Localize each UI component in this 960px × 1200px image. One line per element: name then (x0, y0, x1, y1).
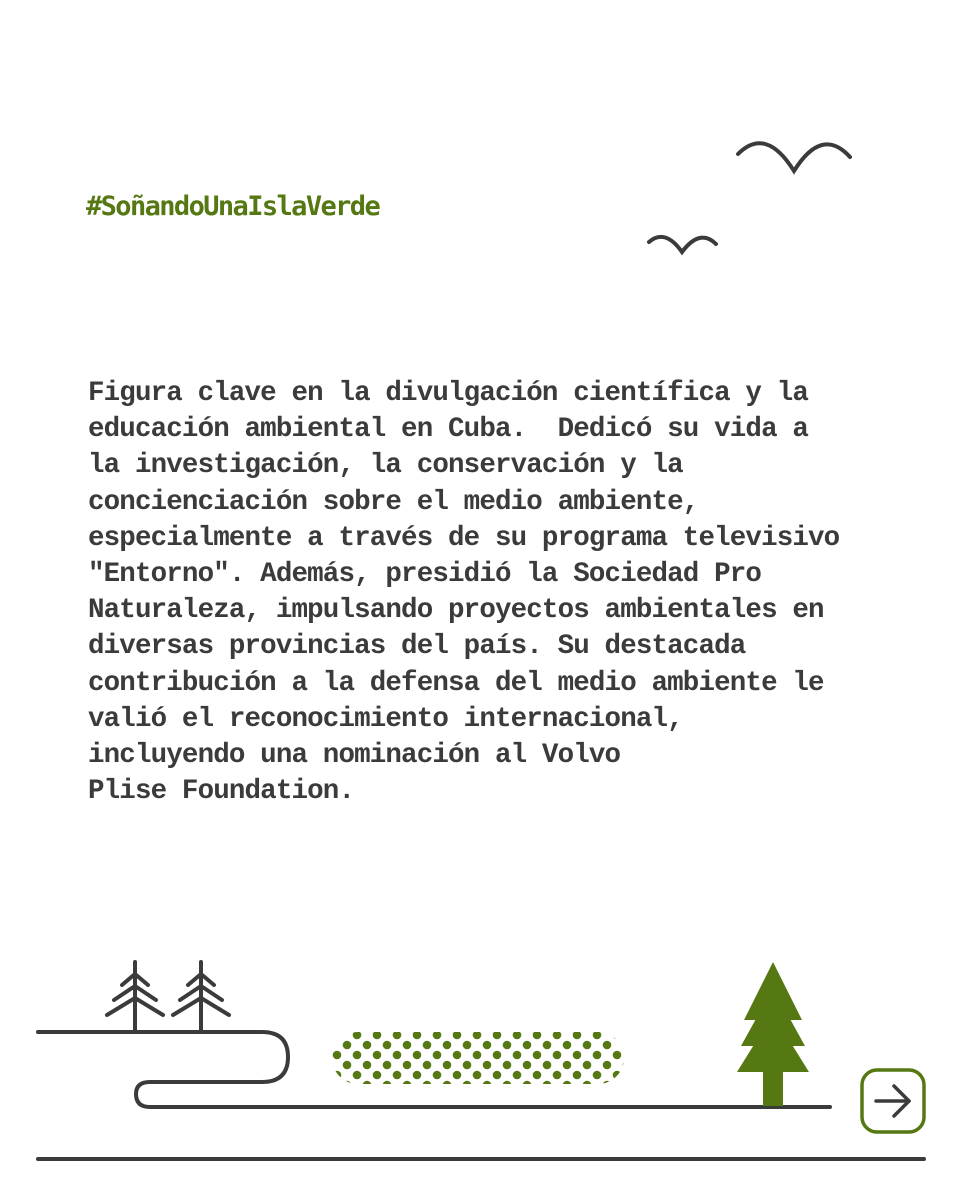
body-line: Naturaleza, impulsando proyectos ambientales en (88, 595, 824, 627)
body-line: educación ambiental en Cuba. Dedicó su vida a (88, 414, 809, 446)
body-line: incluyendo una nominación al Volvo (88, 740, 621, 772)
body-line: contribución a la defensa del medio ambiente le (88, 667, 824, 699)
body-line: Plise Foundation. (88, 776, 355, 808)
body-line: diversas provincias del país. Su destacada (88, 631, 746, 663)
body-line: concienciación sobre el medio ambiente, (88, 486, 699, 518)
dotted-shrub-icon (332, 1032, 624, 1084)
body-line: especialmente a través de su programa televisivo (88, 522, 840, 554)
fir-tree-icon (737, 962, 809, 1106)
body-line: la investigación, la conservación y la (88, 450, 683, 482)
hashtag-title: #SoñandoUnaIslaVerde (86, 191, 380, 222)
bare-pine-trees-icon (107, 962, 229, 1030)
next-button[interactable] (860, 1068, 926, 1134)
body-line: Figura clave en la divulgación científica y la (88, 378, 809, 409)
body-line: "Entorno". Además, presidió la Sociedad Pro (88, 559, 762, 591)
body-line: valió el reconocimiento internacional, (88, 703, 683, 735)
